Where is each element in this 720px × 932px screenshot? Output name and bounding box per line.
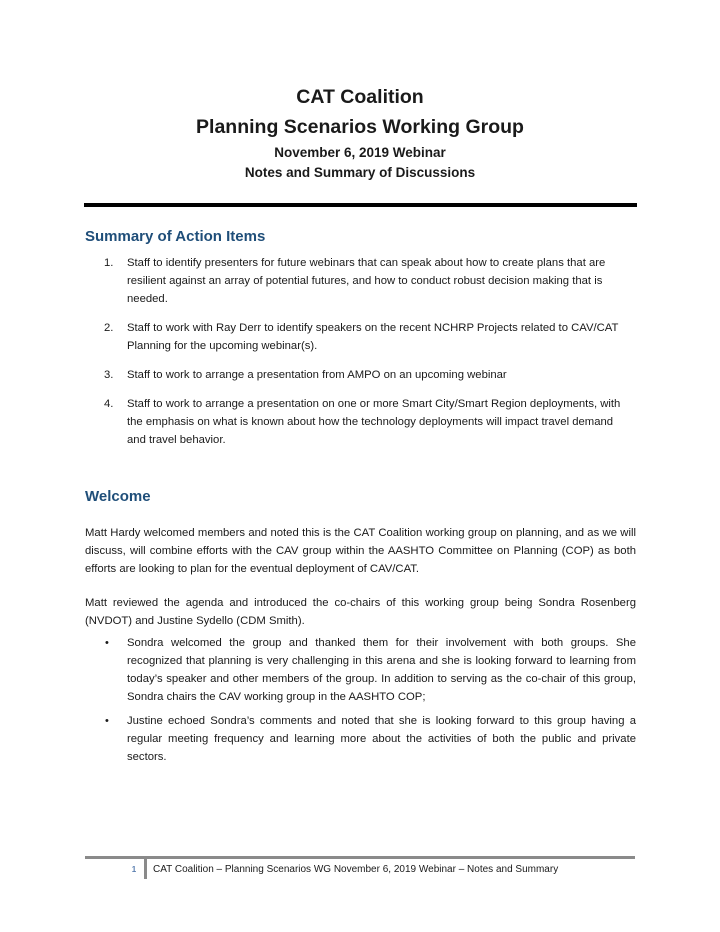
bullet-icon: • <box>105 637 109 649</box>
footer-text: CAT Coalition – Planning Scenarios WG November 6, 2019 Webinar – Notes and Summary <box>153 863 559 875</box>
header-divider <box>84 203 637 207</box>
list-item-number: 3. <box>104 369 114 381</box>
list-item-text: Justine echoed Sondra’s comments and noted that she is looking forward to this group having a regular meeting frequency and learning more about the activities of both the public and private sectors. <box>127 715 636 763</box>
page-number: 1 <box>131 864 137 874</box>
list-item-text: Staff to work with Ray Derr to identify speakers on the recent NCHRP Projects related to CAV/CAT Planning for the upcoming webinar(s). <box>127 322 619 352</box>
welcome-paragraph-2: Matt reviewed the agenda and introduced the co-chairs of this working group being Sondra Rosenberg (NVDOT) and Justine Sydello (CDM Smith). <box>85 597 636 627</box>
doc-title-org: CAT Coalition <box>296 86 424 108</box>
welcome-bullet-list <box>85 634 636 766</box>
list-item <box>85 712 636 766</box>
list-item <box>85 366 625 384</box>
welcome-paragraph-1: Matt Hardy welcomed members and noted this is the CAT Coalition working group on planning, and as we will discuss, will combine efforts with the CAV group within the AASHTO Committee on Planning (COP) as both efforts are looking to plan for the eventual deployment of CAV/CAT. <box>85 527 636 575</box>
list-item-text: Staff to work to arrange a presentation on one or more Smart City/Smart Region deployments, with the emphasis on what is known about how the technology deployments will impact travel demand and travel behavior. <box>127 398 621 446</box>
list-item <box>85 254 625 308</box>
list-item-number: 1. <box>104 257 114 269</box>
doc-subtitle-type: Notes and Summary of Discussions <box>244 165 476 180</box>
section-heading-action-items: Summary of Action Items <box>85 228 266 245</box>
bullet-icon: • <box>105 715 109 727</box>
list-item-number: 2. <box>104 322 114 334</box>
doc-title-group: Planning Scenarios Working Group <box>196 116 524 138</box>
list-item-text: Staff to identify presenters for future webinars that can speak about how to create plans that are resilient against an array of potential futures, and how to conduct robust decision making that is needed. <box>127 257 606 305</box>
footer-separator <box>144 859 147 879</box>
list-item-number: 4. <box>104 398 114 410</box>
action-items-list <box>85 254 625 449</box>
list-item <box>85 319 625 355</box>
list-item-text: Staff to work to arrange a presentation from AMPO on an upcoming webinar <box>127 369 507 381</box>
list-item <box>85 634 636 706</box>
page-footer <box>128 859 558 879</box>
list-item-text: Sondra welcomed the group and thanked them for their involvement with both groups. She recognized that planning is very challenging in this arena and she is looking forward to learning from today’s speaker and other members of the group. In addition to serving as the co-chair of this group, Sondra chairs the CAV working group in the AASHTO COP; <box>127 637 636 703</box>
list-item <box>85 395 625 449</box>
doc-subtitle-date: November 6, 2019 Webinar <box>274 145 446 160</box>
section-heading-welcome: Welcome <box>85 488 151 505</box>
